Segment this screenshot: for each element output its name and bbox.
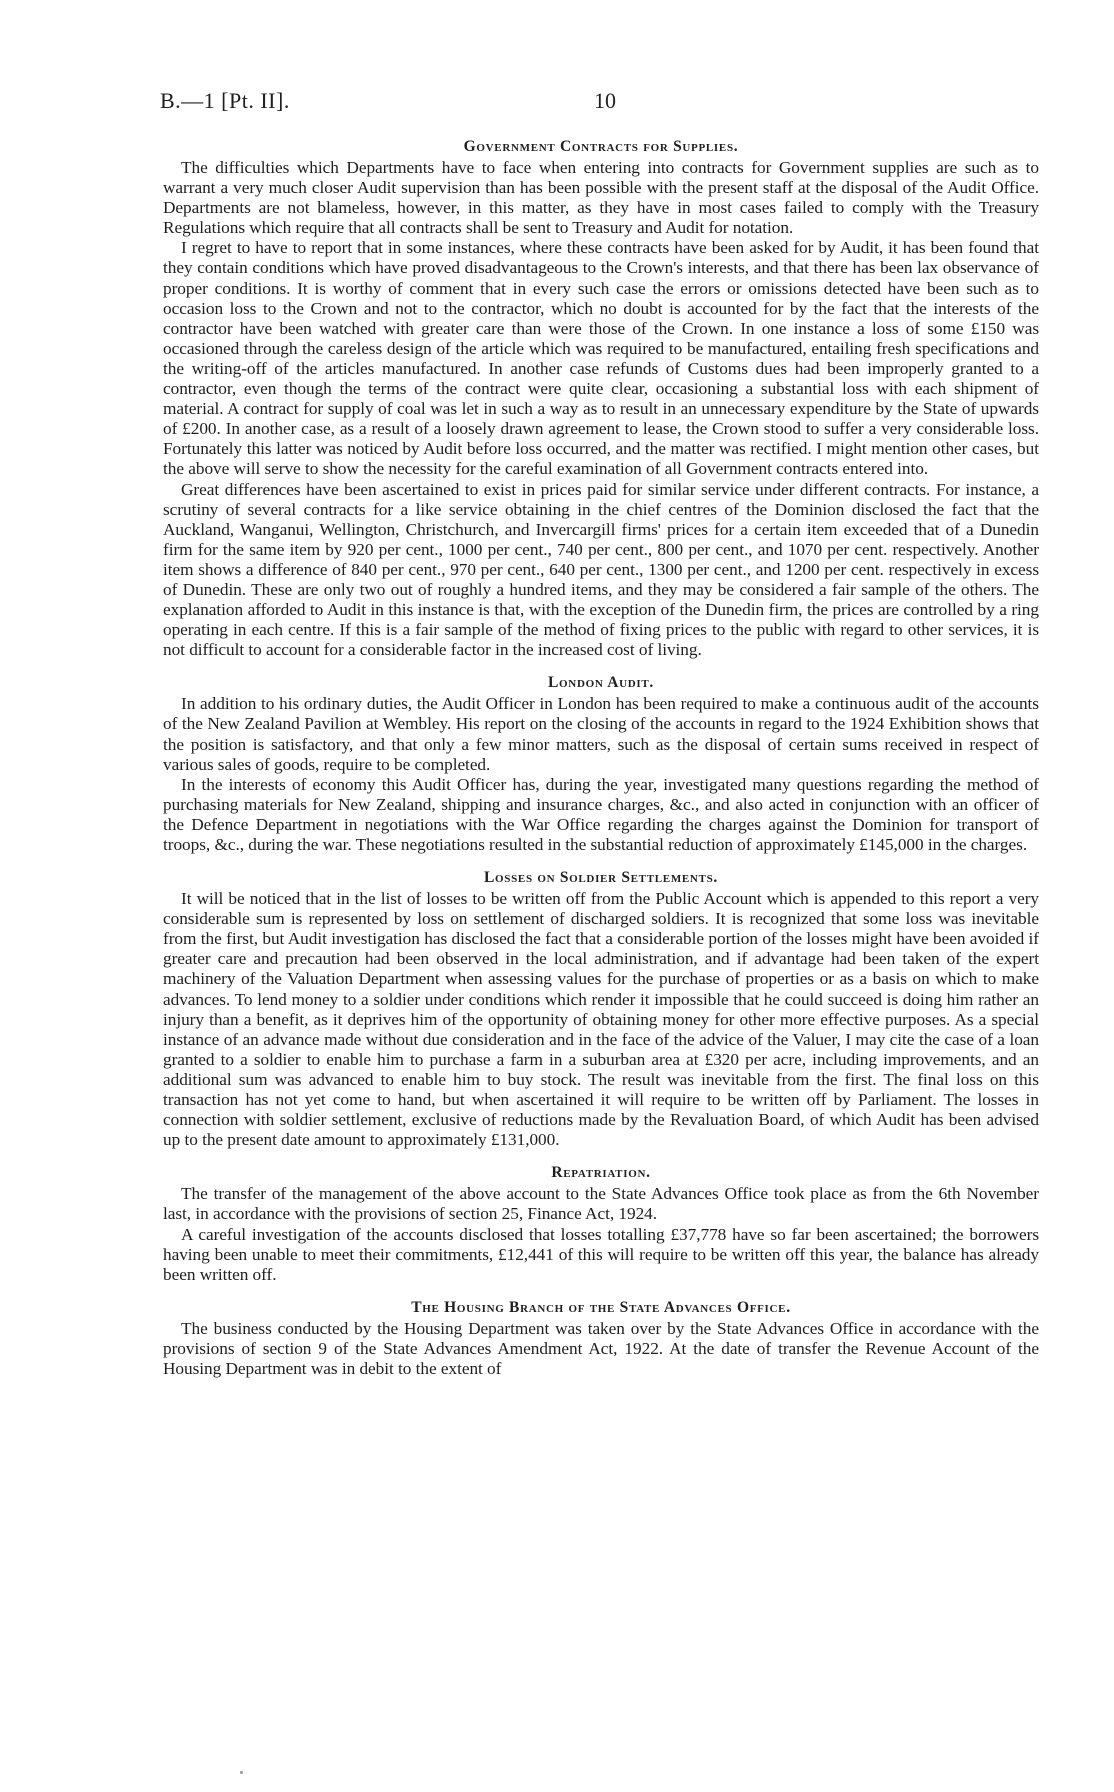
paragraph: In addition to his ordinary duties, the Audit Officer in London has been required to make a continuous audit of the accounts of the New Zealand Pavilion at Wembley. His report on the closing of the accounts in regard to the 1924 Exhibition shows that the position is satisfactory, and that only a few minor matters, such as the disposal of certain sums received in respect of various sales of goods, require to be completed.: [163, 694, 1039, 774]
section-heading: Losses on Soldier Settlements.: [483, 869, 719, 887]
paragraph: The business conducted by the Housing Department was taken over by the State Advances Office in accordance with the provisions of section 9 of the State Advances Amendment Act, 1922. At the date of transfer the Revenue Account of the Housing Department was in debit to the extent of: [163, 1318, 1039, 1378]
section-government-contracts: [163, 136, 1039, 660]
paragraph: Great differences have been ascertained to exist in prices paid for similar service under different contracts. For instance, a scrutiny of several contracts for a like service obtaining in the chief centres of the Dominion disclosed the fact that the Auckland, Wanganui, Wellington, Christchurch, and Invercargill firms' prices for a certain item exceeded that of a Dunedin firm for the same item by 920 per cent., 1000 per cent., 740 per cent., 800 per cent., and 1070 per cent. respectively. Another item shows a difference of 840 per cent., 970 per cent., 640 per cent., 1300 per cent., and 1200 per cent. respectively in excess of Dunedin. These are only two out of roughly a hundred items, and they may be considered a fair sample of the others. The explanation afforded to Audit in this instance is that, with the exception of the Dunedin firm, the prices are controlled by a ring operating in each centre. If this is a fair sample of the method of fixing prices to the public with regard to other services, it is not difficult to account for a considerable factor in the increased cost of living.: [163, 479, 1039, 660]
section-housing-branch: [163, 1297, 1039, 1379]
page-number: 10: [594, 88, 616, 113]
paragraph: It will be noticed that in the list of losses to be written off from the Public Account which is appended to this report a very considerable sum is represented by loss on settlement of discharged soldiers. It is recognized that some loss was inevitable from the first, but Audit investigation has disclosed the fact that a considerable portion of the losses might have been avoided if greater care and precaution had been observed in the local administration, and if advantage had been taken of the expert machinery of the Valuation Department when assessing values for the purchase of properties or as a basis on which to make advances. To lend money to a soldier under conditions which render it impossible that he could succeed is doing him rather an injury than a benefit, as it deprives him of the opportunity of obtaining money for other more effective purposes. As a special instance of an advance made without due consideration and in the face of the advice of the Valuer, I may cite the case of a loan granted to a soldier to enable him to purchase a farm in a suburban area at £320 per acre, including improvements, and an additional sum was advanced to enable him to buy stock. The result was inevitable from the first. The final loss on this transaction has not yet come to hand, but when ascertained it will require to be written off by Parliament. The losses in connection with soldier settlement, exclusive of reductions made by the Revaluation Board, of which Audit has been advised up to the present date amount to approximately £131,000.: [163, 889, 1039, 1150]
section-heading: The Housing Branch of the State Advances Office.: [411, 1298, 791, 1316]
paragraph: I regret to have to report that in some instances, where these contracts have been asked for by Audit, it has been found that they contain conditions which have proved disadvantageous to the Crown's interests, and that there has been lax observance of proper conditions. It is worthy of comment that in every such case the errors or omissions detected have been such as to occasion loss to the Crown and not to the contractor, which no doubt is accounted for by the fact that the interests of the contractor have been watched with greater care than were those of the Crown. In one instance a loss of some £150 was occasioned through the careless design of the article which was required to be manufactured, entailing fresh specifications and the writing-off of the articles manufactured. In another case refunds of Customs dues had been improperly granted to a contractor, even though the terms of the contract were quite clear, occasioning a substantial loss with each shipment of material. A contract for supply of coal was let in such a way as to result in an unnecessary expenditure by the State of upwards of £200. In another case, as a result of a loosely drawn agreement to lease, the Crown stood to suffer a very considerable loss. Fortunately this latter was noticed by Audit before loss occurred, and the matter was rectified. I might mention other cases, but the above will serve to show the necessity for the careful examination of all Government contracts entered into.: [163, 238, 1039, 479]
section-soldier-settlements: [163, 867, 1039, 1150]
section-heading: Government Contracts for Supplies.: [463, 138, 739, 155]
paragraph: The difficulties which Departments have to face when entering into contracts for Government supplies are such as to warrant a very much closer Audit supervision than has been possible with the present staff at the disposal of the Audit Office. Departments are not blameless, however, in this matter, as they have in most cases failed to comply with the Treasury Regulations which require that all contracts shall be sent to Treasury and Audit for notation.: [163, 158, 1039, 238]
section-heading: London Audit.: [548, 674, 654, 692]
section-repatriation: [163, 1162, 1039, 1284]
section-heading: Repatriation.: [551, 1164, 651, 1182]
paragraph: A careful investigation of the accounts disclosed that losses totalling £37,778 have so far been ascertained; the borrowers having been unable to meet their commitments, £12,441 of this will require to be written off this year, the balance has already been written off.: [163, 1224, 1039, 1284]
paragraph: In the interests of economy this Audit Officer has, during the year, investigated many questions regarding the method of purchasing materials for New Zealand, shipping and insurance charges, &c., and also acted in conjunction with an officer of the Defence Department in negotiations with the War Office regarding the charges against the Dominion for transport of troops, &c., during the war. These negotiations resulted in the substantial reduction of approximately £145,000 in the charges.: [163, 774, 1039, 854]
section-london-audit: [163, 672, 1039, 855]
paragraph: The transfer of the management of the above account to the State Advances Office took place as from the 6th November last, in accordance with the provisions of section 25, Finance Act, 1924.: [163, 1184, 1039, 1224]
print-speck: [240, 1771, 243, 1774]
document-body: [163, 136, 1039, 1391]
page-reference: B.—1 [Pt. II].: [160, 88, 290, 113]
